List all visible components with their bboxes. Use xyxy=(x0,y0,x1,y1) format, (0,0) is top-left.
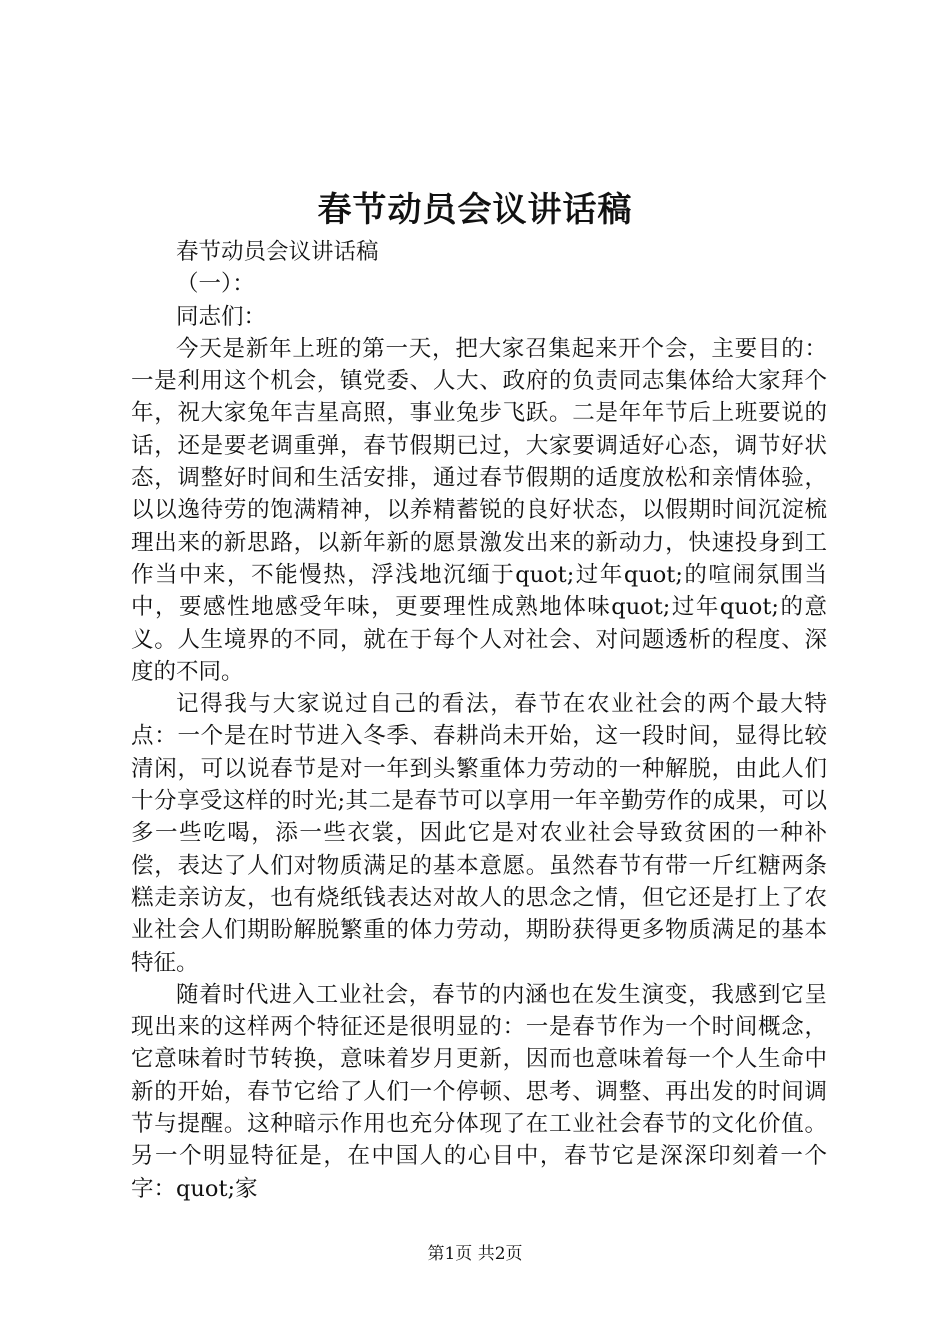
salutation: 同志们： xyxy=(176,303,267,330)
body-paragraph: 今天是新年上班的第一天，把大家召集起来开个会，主要目的：一是利用这个机会，镇党委、人大、政府的负责同志集体给大家拜个年，祝大家兔年吉星高照，事业兔步飞跃。二是年年节后上班要说的话，还是要老调重弹，春节假期已过，大家要调适好心态，调节好状态，调整好时间和生活安排，通过春节假期的适度放松和亲情体验，以以逸待劳的饱满精神，以养精蓄锐的良好状态，以假期时间沉淀梳理出来的新思路，以新年新的愿景激发出来的新动力，快速投身到工作当中来，不能慢热，浮浅地沉缅于quot;过年quot;的喧闹氛围当中，要感性地感受年味，更要理性成熟地体味quot;过年quot;的意义。人生境界的不同，就在于每个人对社会、对问题透析的程度、深度的不同。 xyxy=(131,335,827,685)
body-paragraph: 随着时代进入工业社会，春节的内涵也在发生演变，我感到它呈现出来的这样两个特征还是很明显的：一是春节作为一个时间概念，它意味着时节转换，意味着岁月更新，因而也意味着每一个人生命中新的开始，春节它给了人们一个停顿、思考、调整、再出发的时间调节与提醒。这种暗示作用也充分体现了在工业社会春节的文化价值。另一个明显特征是，在中国人的心目中，春节它是深深印刻着一个字：quot;家 xyxy=(131,981,827,1202)
document-body xyxy=(131,236,827,1205)
document-title: 春节动员会议讲话稿 xyxy=(317,190,633,230)
page-footer: 第1页 共2页 xyxy=(427,1244,523,1264)
section-number: （一）： xyxy=(176,271,255,298)
body-paragraph: 记得我与大家说过自己的看法，春节在农业社会的两个最大特点：一个是在时节进入冬季、春耕尚未开始，这一段时间，显得比较清闲，可以说春节是对一年到头繁重体力劳动的一种解脱，由此人们十分享受这样的时光;其二是春节可以享用一年辛勤劳作的成果，可以多一些吃喝，添一些衣裳，因此它是对农业社会导致贫困的一种补偿，表达了人们对物质满足的基本意愿。虽然春节有带一斤红糖两条糕走亲访友，也有烧纸钱表达对故人的思念之情，但它还是打上了农业社会人们期盼解脱繁重的体力劳动，期盼获得更多物质满足的基本特征。 xyxy=(131,691,827,976)
subtitle-paragraph: 春节动员会议讲话稿 xyxy=(176,239,379,265)
